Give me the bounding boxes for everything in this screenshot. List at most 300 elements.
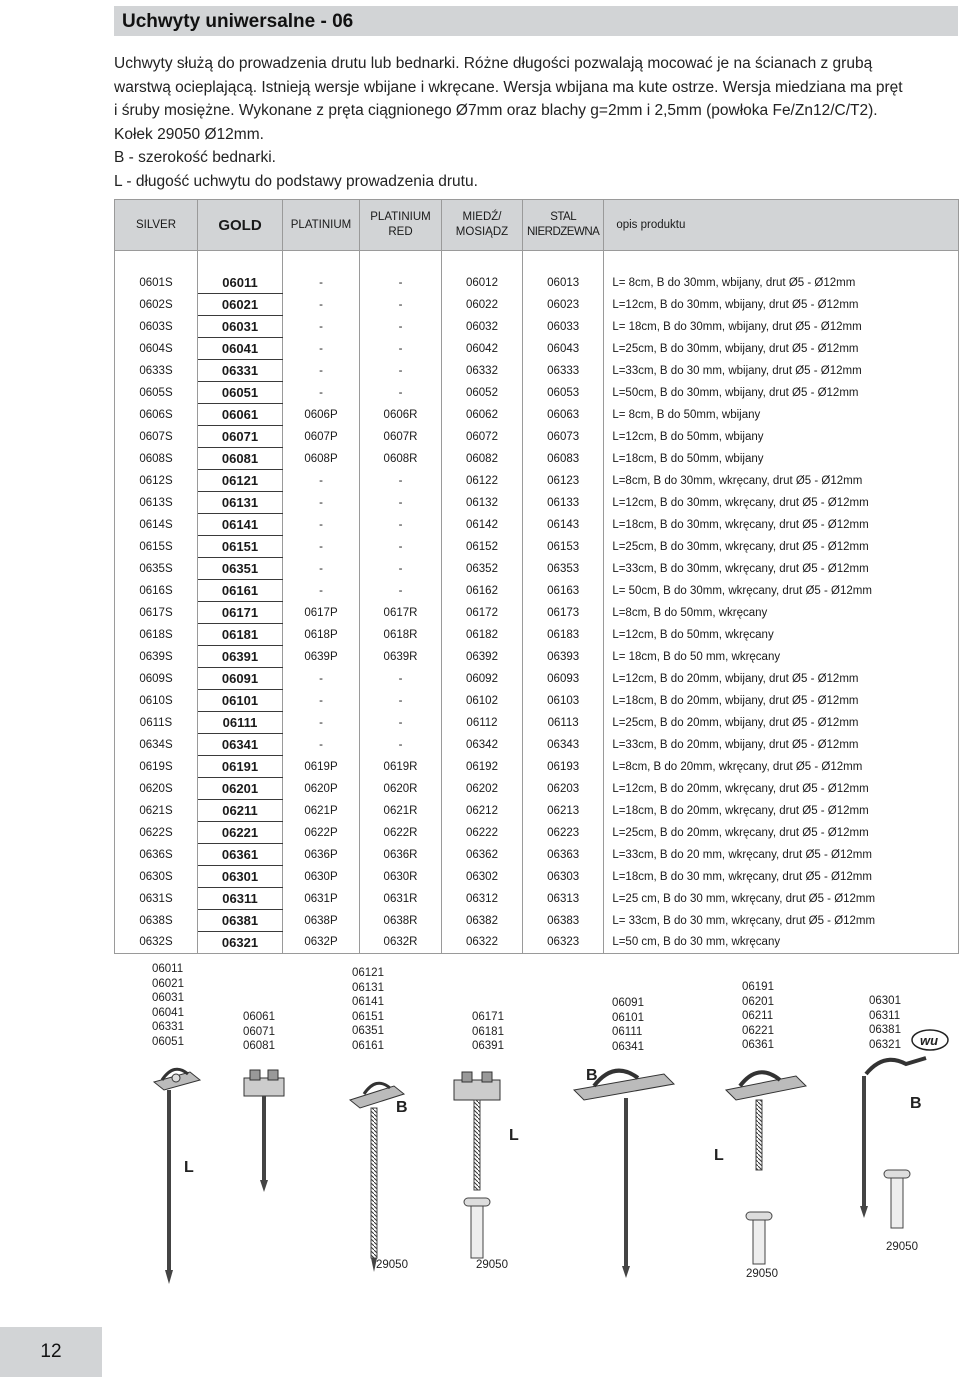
cell-desc: L= 33cm, B do 30 mm, wkręcany, drut Ø5 - Ø12mm [604, 910, 959, 932]
cell-miedz: 06202 [442, 778, 523, 800]
cell-platinium: - [283, 514, 360, 536]
anchor-code: 29050 [886, 1241, 918, 1253]
intro-line: warstwą ocieplającą. Istnieją wersje wbijane i wkręcane. Wersja wbijana ma kute ostrze. Wersja miedziana ma pręt [114, 78, 903, 96]
cell-stal: 06183 [523, 624, 604, 646]
cell-silver: 0621S [115, 800, 198, 822]
col-header-gold: GOLD [198, 200, 283, 251]
anchor-code: 29050 [746, 1268, 778, 1280]
cell-platinium: - [283, 712, 360, 734]
cell-desc: L= 18cm, B do 30mm, wbijany, drut Ø5 - Ø12mm [604, 316, 959, 338]
dim-label-l: L [714, 1147, 724, 1164]
anchor-code: 29050 [376, 1259, 408, 1271]
cell-red: 0638R [360, 910, 442, 932]
figure-code: 06311 [869, 1009, 901, 1022]
cell-silver: 0636S [115, 844, 198, 866]
cell-gold: 06111 [198, 712, 283, 734]
cell-gold: 06321 [198, 932, 283, 954]
cell-desc: L=33cm, B do 20 mm, wkręcany, drut Ø5 - Ø12mm [604, 844, 959, 866]
cell-miedz: 06342 [442, 734, 523, 756]
cell-red: 0608R [360, 448, 442, 470]
cell-platinium: 0636P [283, 844, 360, 866]
cell-miedz: 06152 [442, 536, 523, 558]
cell-silver: 0638S [115, 910, 198, 932]
wide-clamp-drawing [574, 1071, 674, 1278]
clamp-screw-anchor-drawing [726, 1072, 806, 1264]
cell-desc: L=12cm, B do 50mm, wkręcany [604, 624, 959, 646]
page-number-box [0, 1327, 102, 1377]
cell-silver: 0611S [115, 712, 198, 734]
wu-badge-text: wu [920, 1033, 939, 1048]
cell-miedz: 06352 [442, 558, 523, 580]
cell-red: - [360, 492, 442, 514]
cell-stal: 06303 [523, 866, 604, 888]
cell-platinium: 0638P [283, 910, 360, 932]
cell-desc: L=33cm, B do 30 mm, wbijany, drut Ø5 - Ø12mm [604, 360, 959, 382]
cell-platinium: 0620P [283, 778, 360, 800]
cell-desc: L=18cm, B do 30mm, wkręcany, drut Ø5 - Ø12mm [604, 514, 959, 536]
intro-line: Uchwyty służą do prowadzenia drutu lub bednarki. Różne długości pozwalają mocować je na ścianach z grubą [114, 55, 873, 72]
cell-miedz: 06022 [442, 294, 523, 316]
cell-red: 0619R [360, 756, 442, 778]
table-body [115, 251, 959, 954]
figure-code: 06391 [472, 1040, 504, 1052]
cell-stal: 06093 [523, 668, 604, 690]
cell-gold: 06161 [198, 580, 283, 602]
cell-silver: 0633S [115, 360, 198, 382]
figure-code: 06091 [612, 997, 644, 1009]
cell-silver: 0613S [115, 492, 198, 514]
cell-miedz: 06082 [442, 448, 523, 470]
cell-silver: 0604S [115, 338, 198, 360]
cell-stal: 06063 [523, 404, 604, 426]
cell-stal: 06193 [523, 756, 604, 778]
cell-gold: 06221 [198, 822, 283, 844]
figure-code: 06181 [472, 1025, 504, 1038]
cell-desc: L=12cm, B do 20mm, wbijany, drut Ø5 - Ø12mm [604, 668, 959, 690]
cell-platinium: 0618P [283, 624, 360, 646]
table-row [115, 646, 959, 668]
dim-label-l: L [184, 1159, 194, 1176]
cell-silver: 0630S [115, 866, 198, 888]
cell-platinium: 0621P [283, 800, 360, 822]
figure-code: 06321 [869, 1038, 901, 1051]
figure-code: 06141 [352, 996, 384, 1008]
cell-miedz: 06182 [442, 624, 523, 646]
cell-gold: 06011 [198, 272, 283, 294]
cell-platinium: 0639P [283, 646, 360, 668]
cell-red: - [360, 382, 442, 404]
product-table [114, 199, 959, 954]
cell-red: - [360, 668, 442, 690]
col-header-silver: SILVER [115, 200, 198, 251]
table-row [115, 888, 959, 910]
cell-miedz: 06042 [442, 338, 523, 360]
cell-red: 0630R [360, 866, 442, 888]
figure-code: 06211 [742, 1010, 774, 1022]
table-row [115, 426, 959, 448]
cell-desc: L=8cm, B do 30mm, wkręcany, drut Ø5 - Ø12mm [604, 470, 959, 492]
cell-platinium: - [283, 734, 360, 756]
cell-silver: 0615S [115, 536, 198, 558]
figure-code: 06361 [742, 1039, 774, 1051]
cell-stal: 06013 [523, 272, 604, 294]
cell-desc: L=25cm, B do 30mm, wbijany, drut Ø5 - Ø12mm [604, 338, 959, 360]
cell-silver: 0609S [115, 668, 198, 690]
cell-platinium: - [283, 668, 360, 690]
cell-miedz: 06362 [442, 844, 523, 866]
table-row [115, 338, 959, 360]
cell-platinium: 0607P [283, 426, 360, 448]
cell-platinium: - [283, 316, 360, 338]
cell-miedz: 06122 [442, 470, 523, 492]
col-header-platinium-red [360, 200, 442, 251]
cell-red: - [360, 272, 442, 294]
cell-gold: 06361 [198, 844, 283, 866]
table-row [115, 822, 959, 844]
figure-code: 06221 [742, 1024, 774, 1037]
col-header-line: MOSIĄDZ [455, 226, 509, 238]
dim-label-b: B [910, 1095, 922, 1112]
cell-platinium: - [283, 360, 360, 382]
figure-code: 06131 [352, 981, 384, 994]
cell-silver: 0608S [115, 448, 198, 470]
cell-silver: 0610S [115, 690, 198, 712]
intro-line: Kołek 29050 Ø12mm. [114, 125, 264, 143]
cell-red: 0618R [360, 624, 442, 646]
figure-code: 06041 [152, 1006, 184, 1019]
cell-gold: 06031 [198, 316, 283, 338]
cell-stal: 06323 [523, 932, 604, 954]
cell-platinium: 0619P [283, 756, 360, 778]
table-row [115, 602, 959, 624]
table-row [115, 536, 959, 558]
cell-miedz: 06032 [442, 316, 523, 338]
cell-silver: 0639S [115, 646, 198, 668]
cell-silver: 0606S [115, 404, 198, 426]
cell-silver: 0622S [115, 822, 198, 844]
cell-desc: L=8cm, B do 50mm, wkręcany [604, 602, 959, 624]
table-row [115, 294, 959, 316]
cell-desc: L= 8cm, B do 30mm, wbijany, drut Ø5 - Ø12mm [604, 272, 959, 294]
table-row [115, 778, 959, 800]
cell-stal: 06023 [523, 294, 604, 316]
cell-miedz: 06172 [442, 602, 523, 624]
cell-miedz: 06162 [442, 580, 523, 602]
plate-screw-drawing [454, 1072, 500, 1258]
table-row [115, 668, 959, 690]
cell-silver: 0631S [115, 888, 198, 910]
cell-gold: 06301 [198, 866, 283, 888]
cell-stal: 06143 [523, 514, 604, 536]
cell-gold: 06141 [198, 514, 283, 536]
figure-code: 06021 [152, 977, 184, 990]
figure-code: 06011 [152, 963, 184, 975]
cell-red: 0620R [360, 778, 442, 800]
cell-red: 0607R [360, 426, 442, 448]
cell-miedz: 06302 [442, 866, 523, 888]
cell-stal: 06203 [523, 778, 604, 800]
table-row [115, 272, 959, 294]
cell-silver: 0614S [115, 514, 198, 536]
col-header-line: PLATINIUM [370, 211, 431, 223]
cell-gold: 06151 [198, 536, 283, 558]
cell-desc: L=18cm, B do 30 mm, wkręcany, drut Ø5 - Ø12mm [604, 866, 959, 888]
cell-miedz: 06052 [442, 382, 523, 404]
figure-code: 06081 [243, 1040, 275, 1052]
spacer-cell [198, 251, 283, 273]
cell-red: 0622R [360, 822, 442, 844]
cell-gold: 06191 [198, 756, 283, 778]
cell-desc: L= 8cm, B do 50mm, wbijany [604, 404, 959, 426]
product-drawings [114, 950, 960, 1290]
product-figures [114, 950, 960, 1290]
cell-red: - [360, 734, 442, 756]
cell-stal: 06053 [523, 382, 604, 404]
figure-code: 06111 [612, 1026, 643, 1038]
plate-nail-drawing [244, 1070, 284, 1192]
cell-stal: 06363 [523, 844, 604, 866]
cell-red: - [360, 712, 442, 734]
table-row [115, 712, 959, 734]
figure-code: 06031 [152, 992, 184, 1004]
nail-holder-drawing [154, 1069, 200, 1284]
spacer-cell [115, 251, 198, 273]
intro-line: i śruby mosiężne. Wykonane z pręta ciągnionego Ø7mm oraz blachy g=2mm i 2,5mm (powłoka Fe/Zn12/C/T2). [114, 102, 878, 120]
cell-gold: 06181 [198, 624, 283, 646]
cell-miedz: 06132 [442, 492, 523, 514]
spacer-cell [442, 251, 523, 273]
cell-desc: L=50 cm, B do 30 mm, wkręcany [604, 932, 959, 954]
cell-gold: 06041 [198, 338, 283, 360]
dim-label-b: B [586, 1067, 598, 1084]
cell-gold: 06051 [198, 382, 283, 404]
figure-code: 06341 [612, 1040, 644, 1053]
figure-code: 06351 [352, 1025, 384, 1037]
cell-gold: 06171 [198, 602, 283, 624]
cell-miedz: 06192 [442, 756, 523, 778]
table-row [115, 866, 959, 888]
cell-red: 0632R [360, 932, 442, 954]
spacer-cell [604, 251, 959, 273]
dim-labels [184, 1067, 922, 1176]
cell-platinium: - [283, 558, 360, 580]
cell-red: 0631R [360, 888, 442, 910]
cell-silver: 0601S [115, 272, 198, 294]
cell-stal: 06033 [523, 316, 604, 338]
cell-gold: 06121 [198, 470, 283, 492]
cell-gold: 06021 [198, 294, 283, 316]
cell-platinium: - [283, 338, 360, 360]
table-spacer [115, 251, 959, 273]
cell-miedz: 06392 [442, 646, 523, 668]
cell-platinium: - [283, 294, 360, 316]
cell-desc: L=33cm, B do 30mm, wkręcany, drut Ø5 - Ø12mm [604, 558, 959, 580]
col-header-line: MIEDŹ/ [462, 211, 502, 223]
figure-code: 06121 [352, 967, 384, 979]
figure-code: 06301 [869, 995, 901, 1007]
figure-code: 06161 [352, 1039, 384, 1052]
table-row [115, 470, 959, 492]
cell-platinium: 0606P [283, 404, 360, 426]
cell-desc: L=18cm, B do 20mm, wbijany, drut Ø5 - Ø12mm [604, 690, 959, 712]
cell-stal: 06333 [523, 360, 604, 382]
cell-silver: 0607S [115, 426, 198, 448]
cell-silver: 0616S [115, 580, 198, 602]
cell-platinium: 0631P [283, 888, 360, 910]
cell-desc: L=25 cm, B do 30 mm, wkręcany, drut Ø5 - Ø12mm [604, 888, 959, 910]
cell-silver: 0618S [115, 624, 198, 646]
cell-silver: 0617S [115, 602, 198, 624]
section-header [114, 6, 958, 36]
cell-red: - [360, 360, 442, 382]
cell-silver: 0619S [115, 756, 198, 778]
cell-miedz: 06382 [442, 910, 523, 932]
figure-code: 06151 [352, 1010, 384, 1023]
col-header-stal [523, 200, 604, 251]
cell-platinium: - [283, 470, 360, 492]
cell-silver: 0603S [115, 316, 198, 338]
col-header-desc: opis produktu [604, 200, 959, 251]
figure-code: 06101 [612, 1011, 644, 1024]
table-header-row [115, 200, 959, 251]
page-number: 12 [40, 1341, 62, 1362]
cell-red: 0617R [360, 602, 442, 624]
cell-desc: L=33cm, B do 20mm, wbijany, drut Ø5 - Ø12mm [604, 734, 959, 756]
cell-platinium: 0608P [283, 448, 360, 470]
cell-gold: 06351 [198, 558, 283, 580]
cell-silver: 0602S [115, 294, 198, 316]
cell-miedz: 06062 [442, 404, 523, 426]
cell-red: - [360, 294, 442, 316]
cell-desc: L=25cm, B do 20mm, wbijany, drut Ø5 - Ø12mm [604, 712, 959, 734]
table-row [115, 624, 959, 646]
cell-silver: 0635S [115, 558, 198, 580]
cell-desc: L=12cm, B do 30mm, wbijany, drut Ø5 - Ø12mm [604, 294, 959, 316]
cell-red: - [360, 558, 442, 580]
cell-stal: 06223 [523, 822, 604, 844]
table-row [115, 580, 959, 602]
cell-platinium: - [283, 690, 360, 712]
cell-gold: 06081 [198, 448, 283, 470]
cell-silver: 0612S [115, 470, 198, 492]
cell-gold: 06341 [198, 734, 283, 756]
cell-platinium: 0632P [283, 932, 360, 954]
cell-gold: 06101 [198, 690, 283, 712]
cell-gold: 06201 [198, 778, 283, 800]
cell-red: 0636R [360, 844, 442, 866]
cell-silver: 0605S [115, 382, 198, 404]
cell-red: - [360, 536, 442, 558]
cell-stal: 06073 [523, 426, 604, 448]
cell-desc: L=18cm, B do 50mm, wbijany [604, 448, 959, 470]
cell-stal: 06043 [523, 338, 604, 360]
cell-desc: L=12cm, B do 50mm, wbijany [604, 426, 959, 448]
cell-gold: 06311 [198, 888, 283, 910]
cell-stal: 06173 [523, 602, 604, 624]
cell-stal: 06133 [523, 492, 604, 514]
cell-stal: 06103 [523, 690, 604, 712]
col-header-line: STAL [550, 211, 577, 223]
cell-miedz: 06322 [442, 932, 523, 954]
cell-platinium: 0617P [283, 602, 360, 624]
cell-desc: L=18cm, B do 20mm, wkręcany, drut Ø5 - Ø12mm [604, 800, 959, 822]
cell-stal: 06343 [523, 734, 604, 756]
cell-platinium: - [283, 536, 360, 558]
intro-line: L - długość uchwytu do podstawy prowadzenia drutu. [114, 172, 478, 190]
cell-gold: 06131 [198, 492, 283, 514]
table-row [115, 690, 959, 712]
cell-stal: 06153 [523, 536, 604, 558]
cell-gold: 06071 [198, 426, 283, 448]
cell-stal: 06113 [523, 712, 604, 734]
table-row [115, 360, 959, 382]
cell-stal: 06213 [523, 800, 604, 822]
cell-desc: L=8cm, B do 20mm, wkręcany, drut Ø5 - Ø12mm [604, 756, 959, 778]
figure-code: 06171 [472, 1011, 504, 1023]
figure-code: 06061 [243, 1011, 275, 1023]
col-header-line: RED [388, 226, 413, 238]
cell-desc: L=12cm, B do 20mm, wkręcany, drut Ø5 - Ø12mm [604, 778, 959, 800]
anchor-code: 29050 [476, 1259, 508, 1271]
cell-stal: 06313 [523, 888, 604, 910]
col-header-miedz [442, 200, 523, 251]
cell-red: - [360, 338, 442, 360]
cell-miedz: 06012 [442, 272, 523, 294]
figure-code: 06331 [152, 1021, 184, 1033]
figure-code: 06201 [742, 995, 774, 1008]
cell-miedz: 06312 [442, 888, 523, 910]
page-title: Uchwyty uniwersalne - 06 [122, 11, 354, 32]
cell-red: - [360, 580, 442, 602]
intro-text [114, 52, 960, 194]
cell-desc: L=50cm, B do 30mm, wbijany, drut Ø5 - Ø12mm [604, 382, 959, 404]
figure-code: 06381 [869, 1024, 901, 1036]
figure-code: 06071 [243, 1025, 275, 1038]
cell-miedz: 06142 [442, 514, 523, 536]
cell-gold: 06061 [198, 404, 283, 426]
cell-gold: 06211 [198, 800, 283, 822]
cell-platinium: - [283, 492, 360, 514]
dim-label-l: L [509, 1127, 519, 1144]
spacer-cell [283, 251, 360, 273]
bent-holder-drawing [860, 1058, 926, 1228]
table-row [115, 404, 959, 426]
table-row [115, 800, 959, 822]
col-header-line: NIERDZEWNA [527, 226, 600, 238]
col-header-platinium: PLATINIUM [283, 200, 360, 251]
spacer-cell [523, 251, 604, 273]
cell-red: - [360, 514, 442, 536]
cell-stal: 06353 [523, 558, 604, 580]
table-row [115, 514, 959, 536]
cell-gold: 06331 [198, 360, 283, 382]
cell-miedz: 06332 [442, 360, 523, 382]
cell-red: 0639R [360, 646, 442, 668]
cell-platinium: 0630P [283, 866, 360, 888]
cell-desc: L=12cm, B do 30mm, wkręcany, drut Ø5 - Ø12mm [604, 492, 959, 514]
cell-red: - [360, 316, 442, 338]
cell-red: 0606R [360, 404, 442, 426]
table-row [115, 382, 959, 404]
cell-gold: 06091 [198, 668, 283, 690]
table-row [115, 448, 959, 470]
cell-silver: 0632S [115, 932, 198, 954]
table-row [115, 316, 959, 338]
figure-code: 06051 [152, 1035, 184, 1048]
anchor-codes [376, 1241, 918, 1280]
table-row [115, 844, 959, 866]
cell-stal: 06123 [523, 470, 604, 492]
